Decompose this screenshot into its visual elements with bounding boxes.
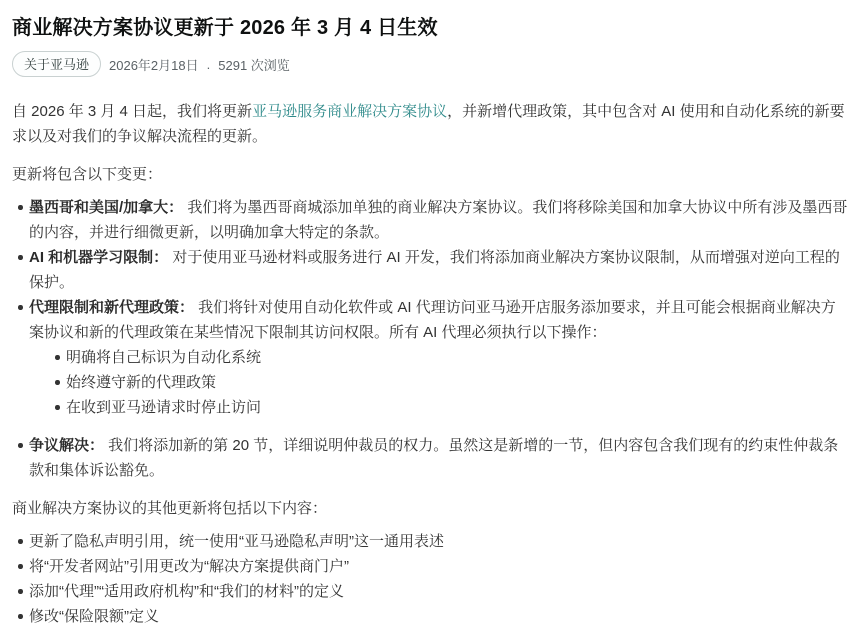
list-item-lead: AI 和机器学习限制：: [29, 249, 169, 266]
changes-intro: 更新将包含以下变更：: [12, 166, 163, 183]
list-item-text: 我们将为墨西哥商城添加单独的商业解决方案协议。我们将移除美国和加拿大协议中所有涉及墨西哥的内容，并进行细微更新，以明确加拿大特定的条款。: [29, 199, 848, 241]
intro-text-before: 自 2026 年 3 月 4 日起，我们将更新: [12, 103, 253, 120]
intro-text-after: ，并新增代理政策，其中包含对 AI 使用和自动化系统的新要求以及对我们的争议解决流程的更新。: [12, 103, 845, 145]
sub-list-item: 始终遵守新的代理政策: [53, 370, 849, 395]
other-updates-list: [12, 529, 849, 629]
meta-separator: .: [206, 56, 211, 72]
list-item-definitions-added: 添加“代理”“适用政府机构”和“我们的材料”的定义: [16, 579, 849, 604]
list-item-privacy-notice: 更新了隐私声明引用，统一使用“亚马逊隐私声明”这一通用表述: [16, 529, 849, 554]
list-item-lead: 代理限制和新代理政策：: [29, 299, 195, 316]
meta-row: [12, 51, 849, 77]
list-item-dispute-resolution: [16, 433, 849, 483]
page-title: 商业解决方案协议更新于 2026 年 3 月 4 日生效: [12, 17, 438, 39]
category-badge[interactable]: 关于亚马逊: [12, 51, 101, 77]
intro-paragraph: [12, 99, 849, 149]
list-item-ai-ml-restrictions: [16, 245, 849, 295]
publish-date: 2026年2月18日: [109, 57, 199, 73]
agent-requirements-list: [29, 345, 849, 420]
list-item-agent-policy: [16, 295, 849, 420]
sub-list-item: 在收到亚马逊请求时停止访问: [53, 395, 849, 420]
announcement-article: [0, 14, 867, 629]
list-item-text: 我们将针对使用自动化软件或 AI 代理访问亚马逊开店服务添加要求，并且可能会根据商业解决方案协议和新的代理政策在某些情况下限制其访问权限。所有 AI 代理必须执行以下操作：: [29, 299, 836, 341]
list-item-text: 对于使用亚马逊材料或服务进行 AI 开发，我们将添加商业解决方案协议限制，从而增强对逆向工程的保护。: [29, 249, 840, 291]
sub-list-item: 明确将自己标识为自动化系统: [53, 345, 849, 370]
other-updates-intro: 商业解决方案协议的其他更新将包括以下内容：: [12, 500, 328, 517]
view-count: 5291 次浏览: [218, 57, 290, 73]
list-item-insurance-limit: 修改“保险限额”定义: [16, 604, 849, 629]
list-item-lead: 争议解决：: [29, 437, 105, 454]
list-item-text: 我们将添加新的第 20 节，详细说明仲裁员的权力。虽然这是新增的一节，但内容包含我们现有的约束性仲裁条款和集体诉讼豁免。: [29, 437, 839, 479]
bsa-agreement-link[interactable]: 亚马逊服务商业解决方案协议: [252, 103, 448, 120]
list-item-developer-site: 将“开发者网站”引用更改为“解决方案提供商门户”: [16, 554, 849, 579]
list-item-lead: 墨西哥和美国/加拿大：: [29, 199, 184, 216]
changes-list: [12, 195, 849, 483]
list-item-mexico-us-canada: [16, 195, 849, 245]
